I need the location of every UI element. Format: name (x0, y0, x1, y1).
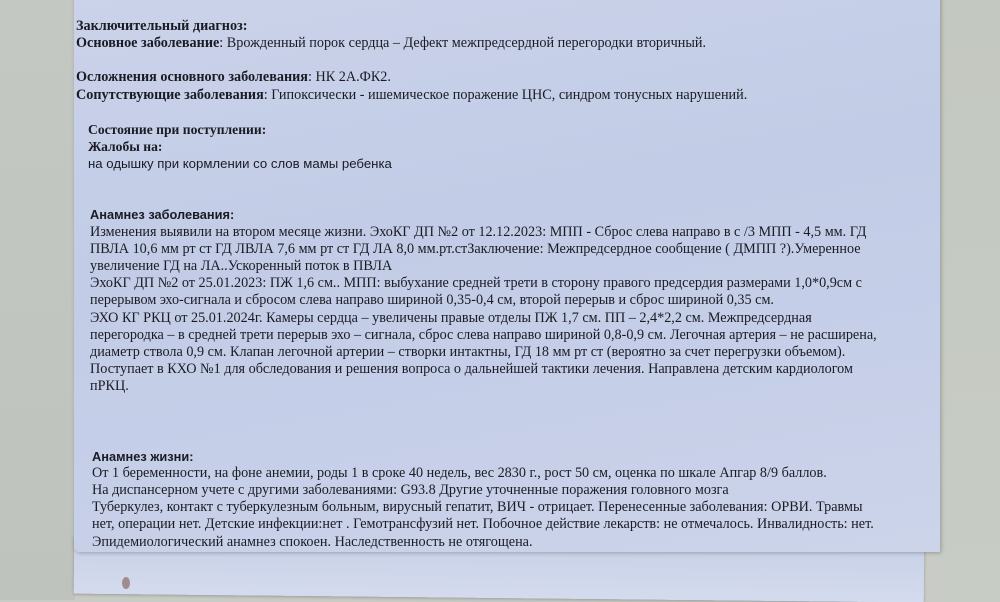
concomitant-line (76, 87, 916, 104)
final-diagnosis-section (76, 18, 916, 52)
document-content (76, 18, 916, 551)
life-history-line: Эпидемиологический анамнез спокоен. Наследственность не отягощена. (92, 533, 533, 550)
complications-label: Осложнения основного заболевания (76, 69, 308, 86)
admission-section (76, 121, 916, 173)
disease-history-section (76, 206, 916, 395)
life-history-line: нет, операции нет. Детские инфекции:нет . Гемотрансфузий нет. Побочное действие лекарств: не отмечалось. Инвалидность: нет. (92, 516, 874, 533)
main-disease-line (76, 35, 916, 52)
complications-text: : НК 2А.ФК2. (307, 69, 391, 86)
wall-background-left (0, 0, 75, 600)
disease-history-line: ЭХО КГ РКЦ от 25.01.2024г. Камеры сердца – увеличены правые отделы ПЖ 1,7 см. ПП – 2,4*2,2 см. Межпредсердная (90, 309, 812, 326)
complaints-text: на одышку при кормлении со слов мамы ребенка (88, 156, 392, 172)
disease-history-line: перегородка – в средней трети перерыв эхо – сигнала, сброс слева направо шириной 0,8-0,9 см. Легочная артерия – не расширена, (90, 326, 877, 343)
life-history-line: От 1 беременности, на фоне анемии, роды 1 в сроке 40 недель, вес 2830 г., рост 50 см, оценка по шкале Апгар 8/9 баллов. (92, 464, 827, 481)
disease-history-heading: Анамнез заболевания: (90, 207, 235, 223)
disease-history-line: пРКЦ. (90, 378, 129, 395)
concomitant-text: : Гипоксически - ишемическое поражение ЦНС, синдром тонусных нарушений. (263, 86, 748, 103)
complications-section (76, 69, 916, 103)
wall-background-right (938, 0, 1000, 600)
disease-history-line: ЭхоКГ ДП №2 от 25.01.2023: ПЖ 1,6 см.. МПП: выбухание средней трети в сторону правого предсердия размерами 1,0*0,9см с (90, 275, 862, 292)
concomitant-label: Сопутствующие заболевания (76, 86, 264, 103)
disease-history-line: диаметр ствола 0,9 см. Клапан легочной артерии – створки интактны, ГД 18 мм рт ст (вероятно за счет перегрузки объемом). (90, 344, 846, 361)
life-history-line: На диспансерном учете с другими заболеваниями: G93.8 Другие уточненные поражения головного мозга (92, 482, 729, 499)
disease-history-line: ПВЛА 10,6 мм рт ст ГД ЛВЛА 7,6 мм рт ст ГД ЛА 8,0 мм.рт.стЗаключение: Межпредсердное сообщение ( ДМПП ?).Умеренное (90, 240, 861, 257)
disease-history-line: увеличение ГД на ЛА..Ускоренный поток в ПВЛА (90, 258, 393, 275)
admission-heading: Состояние при поступлении: (88, 121, 267, 137)
main-disease-text: : Врожденный порок сердца – Дефект межпредсердной перегородки вторичный. (219, 35, 707, 52)
life-history-heading: Анамнез жизни: (92, 448, 194, 464)
disease-history-line: Поступает в КХО №1 для обследования и решения вопроса о дальнейшей тактики лечения. Направлена детским кардиологом (90, 361, 853, 378)
final-diagnosis-heading: Заключительный диагноз: (76, 18, 248, 34)
life-history-line: Туберкулез, контакт с туберкулезным больным, вирусный гепатит, ВИЧ - отрицает. Перенесенные заболевания: ОРВИ. Травмы (92, 499, 863, 516)
complaints-heading: Жалобы на: (88, 139, 163, 155)
complications-line (76, 69, 916, 86)
main-disease-label: Основное заболевание (76, 35, 220, 52)
life-history-section (76, 448, 916, 551)
disease-history-line: Изменения выявили на втором месяце жизни. ЭхоКГ ДП №2 от 12.12.2023: МПП - Сброс слева направо в с /3 МПП - 4,5 мм. ГД (90, 223, 867, 240)
wall-mark (122, 577, 130, 589)
disease-history-line: перерывом эхо-сигнала и сбросом слева направо шириной 0,35-0,4 см, второй перерыв и сброс шириной 0,35 см. (90, 292, 774, 309)
